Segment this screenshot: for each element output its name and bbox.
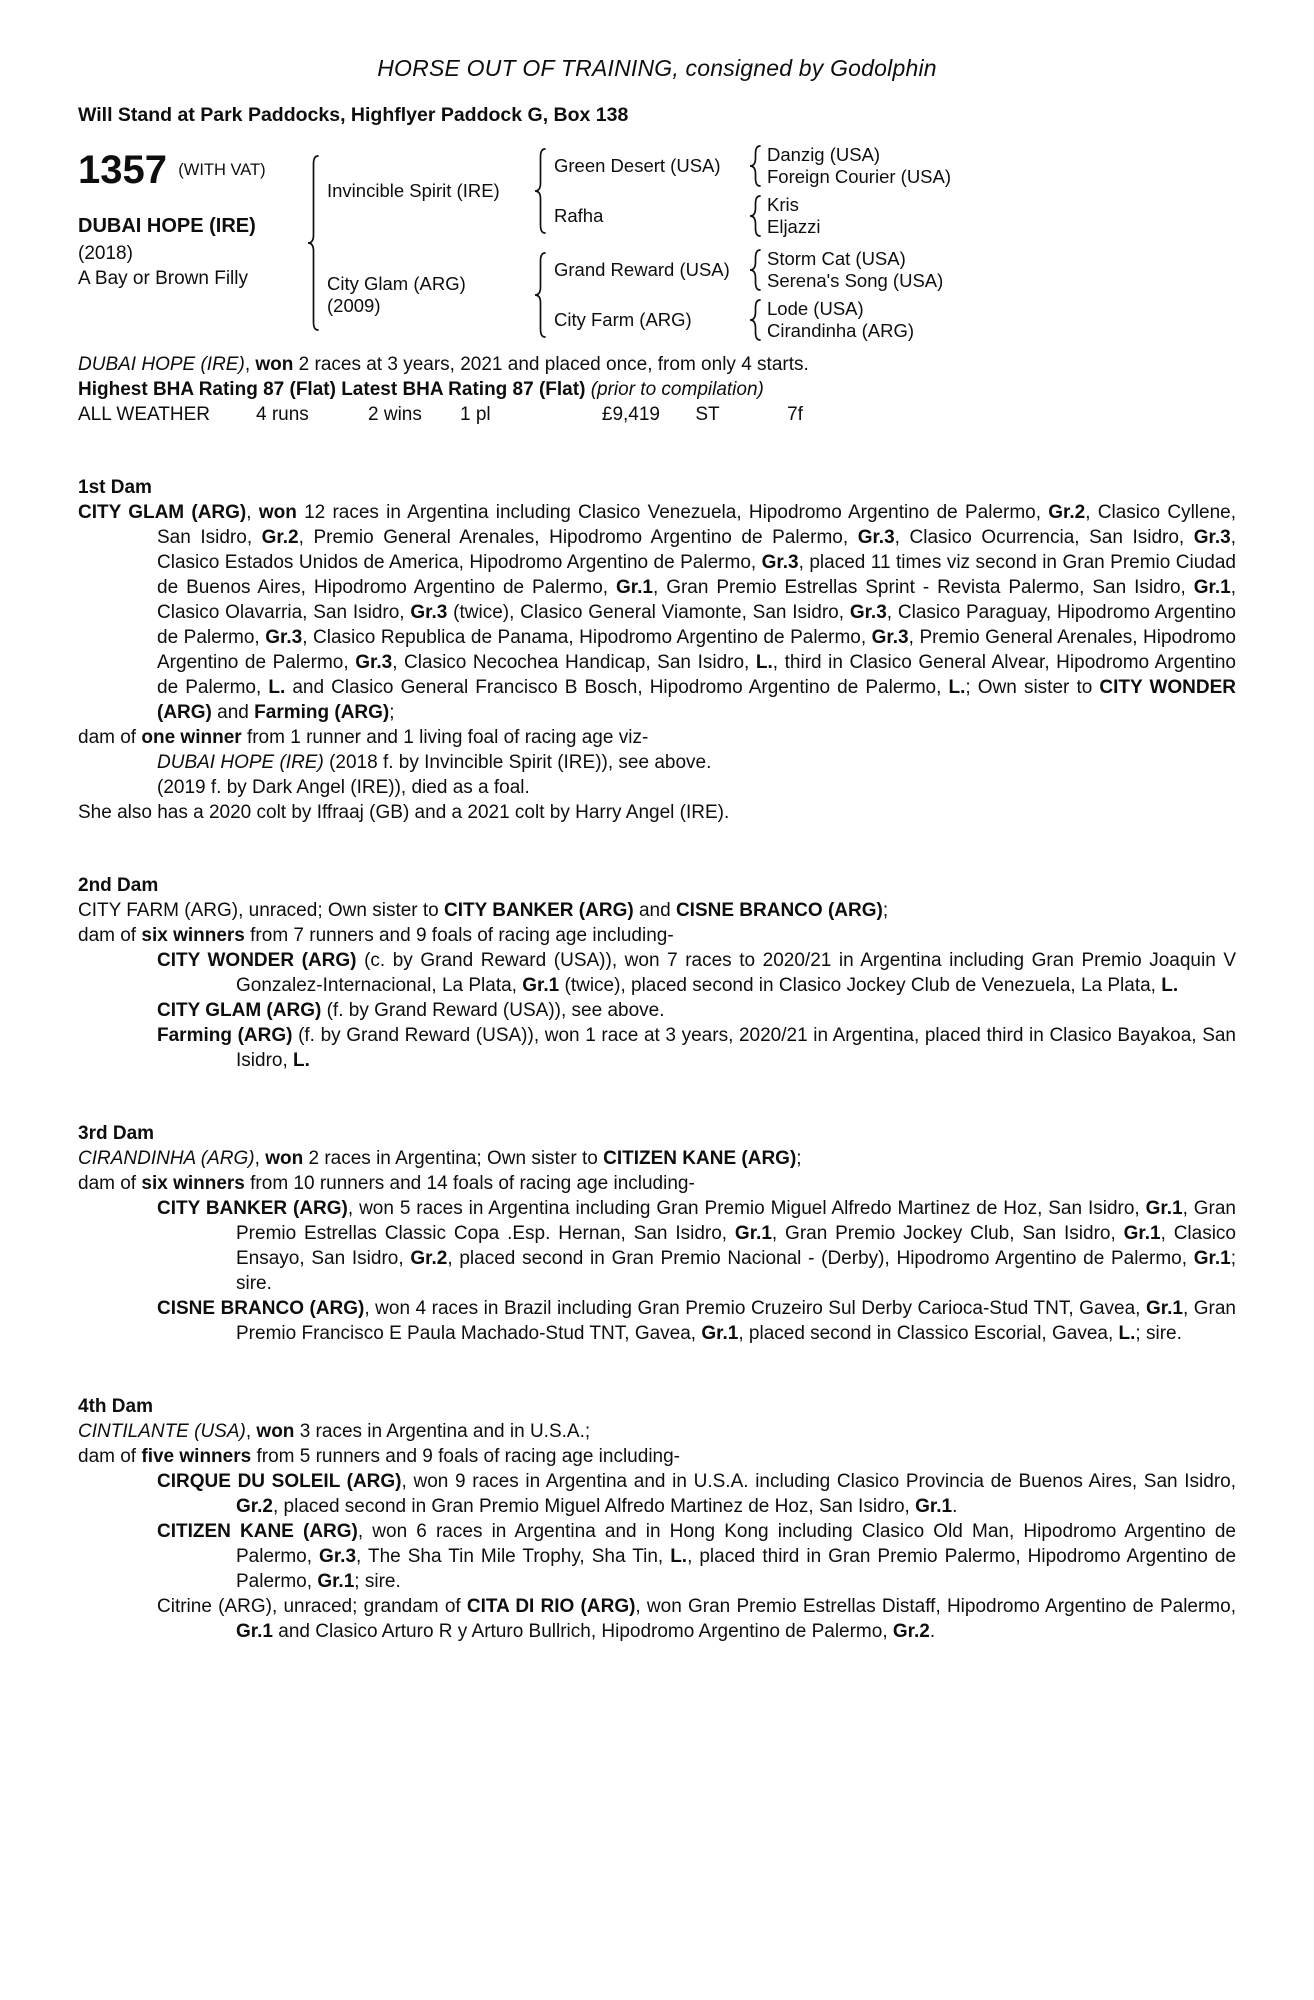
text-run: L. [268, 677, 286, 698]
text-run: L. [293, 1050, 310, 1071]
text-run: six winners [141, 1173, 245, 1194]
dam-name: City Glam (ARG) [327, 273, 466, 294]
text-run: Gr.3 [849, 602, 887, 623]
section-heading: 1st Dam [78, 477, 152, 498]
text-run: L. [755, 652, 773, 673]
text-run: L. [948, 677, 966, 698]
text-run: (f. by Grand Reward (USA)), see above. [321, 1000, 665, 1021]
sire-sire-branch [548, 144, 951, 188]
text-run: ; sire. [1135, 1323, 1182, 1344]
text-run: Gr.1 [1145, 1198, 1183, 1219]
text-run: , placed third in Gran Premio Palermo, Hipodromo Argentino de Palermo, [236, 1546, 1237, 1592]
section-heading: 4th Dam [78, 1396, 153, 1417]
paragraph [78, 725, 1236, 750]
text-run: L. [1161, 975, 1179, 996]
ancestor-name: Eljazzi [767, 216, 821, 237]
text-run: , Clasico Cyllene, San Isidro, [157, 502, 1237, 548]
ancestor-name: Lode (USA) [767, 298, 864, 319]
text-run: Gr.1 [734, 1223, 772, 1244]
text-run: Gr.1 [1193, 577, 1231, 598]
text-run: , Gran Premio Jockey Club, San Isidro, [771, 1223, 1124, 1244]
pedigree-generations [321, 144, 951, 342]
paragraph [78, 1519, 1236, 1594]
text-run: CISNE BRANCO (ARG) [675, 900, 883, 921]
great-grandparents [763, 144, 951, 188]
text-run: L. [670, 1546, 688, 1567]
paragraph [78, 1296, 1236, 1346]
text-run: ; sire. [354, 1571, 401, 1592]
paragraph [78, 1171, 1236, 1196]
lot-number-row [78, 150, 306, 190]
text-run: (c. by Grand Reward (USA)), won 7 races to 2020/21 in Argentina including Gran Premio Joaquin V Gonzalez-Internacional, La Plata, [236, 950, 1236, 996]
text-run: CITIZEN KANE (ARG) [157, 1521, 358, 1542]
text-run: ; [796, 1148, 802, 1169]
text-run: and Clasico General Francisco B Bosch, Hipodromo Argentino de Palermo, [285, 677, 949, 698]
dam-name-cell [321, 273, 533, 317]
text-run: , won Gran Premio Estrellas Distaff, Hipodromo Argentino de Palermo, [635, 1596, 1236, 1617]
text-run: ; [389, 702, 395, 723]
text-run: dam of [78, 925, 142, 946]
text-run: , won 5 races in Argentina including Gran Premio Miguel Alfredo Martinez de Hoz, San Isidro, [347, 1198, 1146, 1219]
text-run: , placed second in Gran Premio Nacional - (Derby), Hipodromo Argentino de Palermo, [447, 1248, 1194, 1269]
text-run: , won 4 races in Brazil including Gran Premio Cruzeiro Sul Derby Carioca-Stud TNT, Gavea, [364, 1298, 1146, 1319]
pedigree-brace [748, 249, 763, 291]
race-record-summary [78, 352, 1236, 377]
pedigree-brace [533, 252, 548, 338]
paragraph [78, 800, 1236, 825]
text-run: Gr.1 [236, 1621, 273, 1642]
track-code: ST [695, 404, 720, 425]
text-run: Gr.2 [261, 527, 299, 548]
sire-sire-name: Green Desert (USA) [554, 155, 721, 176]
text-run: Gr.1 [522, 975, 560, 996]
paragraph [78, 1146, 1236, 1171]
ancestor-name: Cirandinha (ARG) [767, 320, 915, 341]
race-record-table-row [78, 402, 1236, 427]
ancestor-name: Storm Cat (USA) [767, 248, 906, 269]
text-run: Gr.1 [915, 1496, 953, 1517]
distance-value: 7f [787, 404, 803, 425]
places-value: 1 pl [460, 404, 491, 425]
runs-value: 4 runs [256, 404, 309, 425]
text-run: Gr.3 [355, 652, 393, 673]
paragraph [78, 898, 1236, 923]
pedigree-brace [748, 145, 763, 187]
text-run: won [255, 354, 294, 375]
text-run: ; Own sister to [965, 677, 1100, 698]
text-run: Gr.3 [857, 527, 895, 548]
section-heading: 3rd Dam [78, 1123, 155, 1144]
text-run: from 5 runners and 9 foals of racing age including- [251, 1446, 681, 1467]
paragraph [78, 1469, 1236, 1519]
lot-number: 1357 [78, 148, 167, 192]
paragraph [78, 1594, 1236, 1644]
ancestor-name: Kris [767, 194, 799, 215]
pedigree-brace [748, 299, 763, 341]
text-run: Gr.2 [1048, 502, 1086, 523]
text-run: won [265, 1148, 304, 1169]
text-run: Gr.3 [319, 1546, 357, 1567]
text-run: Gr.1 [616, 577, 653, 598]
paragraph [157, 750, 1236, 775]
sire-dam-branch [548, 194, 951, 238]
text-run: , Premio General Arenales, Hipodromo Argentino de Palermo, [298, 527, 858, 548]
paragraph [78, 1023, 1236, 1073]
horse-foaling-year: (2018) [78, 243, 133, 264]
text-run: (2019 f. by Dark Angel (IRE)), died as a foal. [157, 777, 530, 798]
text-run: CITY WONDER (ARG) [157, 950, 357, 971]
text-run: , third in Clasico General Alvear, Hipodromo Argentino de Palermo, [157, 652, 1236, 698]
text-run: Gr.1 [317, 1571, 355, 1592]
dam-dam-branch [548, 298, 943, 342]
text-run: , Clasico Necochea Handicap, San Isidro, [392, 652, 756, 673]
text-run: Farming (ARG) [157, 1025, 293, 1046]
text-run: won [258, 502, 297, 523]
text-run: Gr.3 [871, 627, 909, 648]
text-run: 12 races in Argentina including Clasico Venezuela, Hipodromo Argentino de Palermo, [296, 502, 1049, 523]
lot-info [78, 150, 306, 291]
sire-name: Invincible Spirit (IRE) [327, 180, 500, 201]
wins-value: 2 wins [368, 404, 422, 425]
text-run: , Clasico Ensayo, San Isidro, [236, 1223, 1237, 1269]
dam-sire-name: Grand Reward (USA) [554, 259, 730, 280]
text-run: CITY GLAM (ARG) [78, 502, 247, 523]
dam-parents [548, 248, 943, 342]
text-run: one winner [141, 727, 242, 748]
text-run: (twice), Clasico General Viamonte, San Isidro, [447, 602, 850, 623]
text-run: ; [882, 900, 889, 921]
text-run: , The Sha Tin Mile Trophy, Sha Tin, [356, 1546, 671, 1567]
text-run: Gr.3 [761, 552, 799, 573]
pedigree-tree [306, 144, 1236, 342]
sire-branch [321, 144, 951, 238]
paragraph [78, 1444, 1236, 1469]
paragraph [78, 1419, 1236, 1444]
text-run: , Clasico Ocurrencia, San Isidro, [894, 527, 1194, 548]
text-run: CITY GLAM (ARG) [157, 1000, 322, 1021]
text-run: , placed second in Gran Premio Miguel Alfredo Martinez de Hoz, San Isidro, [272, 1496, 916, 1517]
text-run: L. [1118, 1323, 1136, 1344]
horse-description: A Bay or Brown Filly [78, 268, 248, 289]
text-run: CIRQUE DU SOLEIL (ARG) [157, 1471, 402, 1492]
text-run: , won 6 races in Argentina and in Hong Kong including Clasico Old Man, Hipodromo Argentino de Palermo, [236, 1521, 1237, 1567]
text-run: She also has a 2020 colt by Iffraaj (GB) and a 2021 colt by Harry Angel (IRE). [78, 802, 730, 823]
text-run: 2 races at 3 years, 2021 and placed once, from only 4 starts. [293, 354, 809, 375]
text-run: CITIZEN KANE (ARG) [603, 1148, 797, 1169]
paragraph [157, 775, 1236, 800]
text-run: dam of [78, 1446, 142, 1467]
pedigree-brace [306, 155, 321, 331]
paragraph [78, 1196, 1236, 1296]
surface-label: ALL WEATHER [78, 404, 210, 425]
dam-branch [321, 248, 951, 342]
great-grandparents [763, 194, 820, 238]
text-run: Gr.3 [410, 602, 448, 623]
text-run: 3 races in Argentina and in U.S.A.; [294, 1421, 591, 1442]
text-run: from 10 runners and 14 foals of racing age including- [244, 1173, 695, 1194]
text-run: . [952, 1496, 958, 1517]
text-run: CITA DI RIO (ARG) [466, 1596, 636, 1617]
page-title: HORSE OUT OF TRAINING, consigned by Godolphin [377, 55, 937, 81]
text-run: and Clasico Arturo R y Arturo Bullrich, Hipodromo Argentino de Palermo, [272, 1621, 893, 1642]
text-run: Gr.3 [1193, 527, 1231, 548]
great-grandparents [763, 248, 943, 292]
text-run: , placed 11 times viz second in Gran Premio Ciudad de Buenos Aires, Hipodromo Argentino de Palermo, [157, 552, 1236, 598]
text-run: Gr.2 [892, 1621, 930, 1642]
text-run: , [244, 354, 256, 375]
text-run: CINTILANTE (USA) [78, 1421, 246, 1442]
text-run: DUBAI HOPE (IRE) [157, 752, 324, 773]
text-run: Gr.1 [701, 1323, 739, 1344]
text-run: (f. by Grand Reward (USA)), won 1 race at 3 years, 2020/21 in Argentina, placed third in Clasico Bayakoa, San Isidro, [236, 1025, 1237, 1071]
text-run: six winners [141, 925, 245, 946]
text-run: Highest BHA Rating 87 (Flat) Latest BHA Rating 87 (Flat) [78, 379, 591, 400]
text-run: CITY BANKER (ARG) [444, 900, 634, 921]
text-run: Gr.1 [1123, 1223, 1161, 1244]
paragraph [78, 948, 1236, 998]
text-run: CITY FARM (ARG), unraced; Own sister to [78, 900, 445, 921]
text-run: and [211, 702, 255, 723]
text-run: CITY WONDER (ARG) [157, 677, 1236, 723]
text-run: , [254, 1148, 266, 1169]
stand-location-line: Will Stand at Park Paddocks, Highflyer Paddock G, Box 138 [78, 104, 629, 126]
text-run: , Clasico Paraguay, Hipodromo Argentino de Palermo, [157, 602, 1236, 648]
text-run: from 7 runners and 9 foals of racing age including- [244, 925, 674, 946]
paragraph [78, 500, 1236, 725]
text-run: , Premio General Arenales, Hipodromo Argentino de Palermo, [157, 627, 1236, 673]
text-run: , placed second in Classico Escorial, Gavea, [738, 1323, 1119, 1344]
text-run: Gr.1 [1145, 1298, 1183, 1319]
ancestor-name: Danzig (USA) [767, 144, 881, 165]
lot-vat-note: (WITH VAT) [178, 160, 266, 179]
text-run: , [246, 502, 259, 523]
earnings-value: £9,419 [601, 404, 660, 425]
text-run: , won 9 races in Argentina and in U.S.A. including Clasico Provincia de Buenos Aires, San Isidro, [401, 1471, 1236, 1492]
paragraph [78, 923, 1236, 948]
text-run: , [245, 1421, 257, 1442]
text-run: and [633, 900, 676, 921]
text-run: , Gran Premio Francisco E Paula Machado-Stud TNT, Gavea, [236, 1298, 1236, 1344]
text-run: Gr.2 [236, 1496, 273, 1517]
bha-rating-line [78, 377, 1236, 402]
sire-parents [548, 144, 951, 238]
text-run: Farming (ARG) [254, 702, 390, 723]
text-run: ; sire. [236, 1248, 1236, 1294]
text-run: dam of [78, 1173, 142, 1194]
sire-dam-name: Rafha [554, 205, 604, 226]
section-heading: 2nd Dam [78, 875, 159, 896]
pedigree-brace [533, 148, 548, 234]
dam-sire-branch [548, 248, 943, 292]
pedigree-block [78, 144, 1236, 352]
text-run: CITY BANKER (ARG) [157, 1198, 348, 1219]
text-run: CISNE BRANCO (ARG) [157, 1298, 365, 1319]
text-run: won [256, 1421, 295, 1442]
dam-year: (2009) [327, 295, 381, 316]
text-run: dam of [78, 727, 142, 748]
text-run: Citrine (ARG), unraced; grandam of [157, 1596, 467, 1617]
text-run: 2 races in Argentina; Own sister to [303, 1148, 604, 1169]
text-run: (twice), placed second in Clasico Jockey Club de Venezuela, La Plata, [559, 975, 1162, 996]
text-run: CIRANDINHA (ARG) [78, 1148, 255, 1169]
text-run: Gr.2 [410, 1248, 448, 1269]
text-run: DUBAI HOPE (IRE) [78, 354, 245, 375]
text-run: Gr.1 [1193, 1248, 1231, 1269]
text-run: five winners [141, 1446, 252, 1467]
text-run: , Gran Premio Estrellas Sprint - Revista Palermo, San Isidro, [652, 577, 1194, 598]
text-run: (2018 f. by Invincible Spirit (IRE)), see above. [323, 752, 712, 773]
horse-name: DUBAI HOPE (IRE) [78, 215, 256, 237]
dam-dam-name: City Farm (ARG) [554, 309, 692, 330]
text-run: , Gran Premio Estrellas Classic Copa .Esp. Hernan, San Isidro, [236, 1198, 1236, 1244]
text-run: Gr.3 [265, 627, 303, 648]
text-run: , Clasico Estados Unidos de America, Hipodromo Argentino de Palermo, [157, 527, 1237, 573]
paragraph [78, 998, 1236, 1023]
great-grandparents [763, 298, 914, 342]
text-run: , Clasico Olavarria, San Isidro, [157, 577, 1237, 623]
ancestor-name: Foreign Courier (USA) [767, 166, 952, 187]
text-run: from 1 runner and 1 living foal of racing age viz- [241, 727, 649, 748]
pedigree-brace [748, 195, 763, 237]
ancestor-name: Serena's Song (USA) [767, 270, 944, 291]
text-run: (prior to compilation) [590, 379, 764, 400]
dam-sections [78, 475, 1236, 1644]
text-run: , Clasico Republica de Panama, Hipodromo Argentino de Palermo, [302, 627, 872, 648]
text-run: . [929, 1621, 936, 1642]
